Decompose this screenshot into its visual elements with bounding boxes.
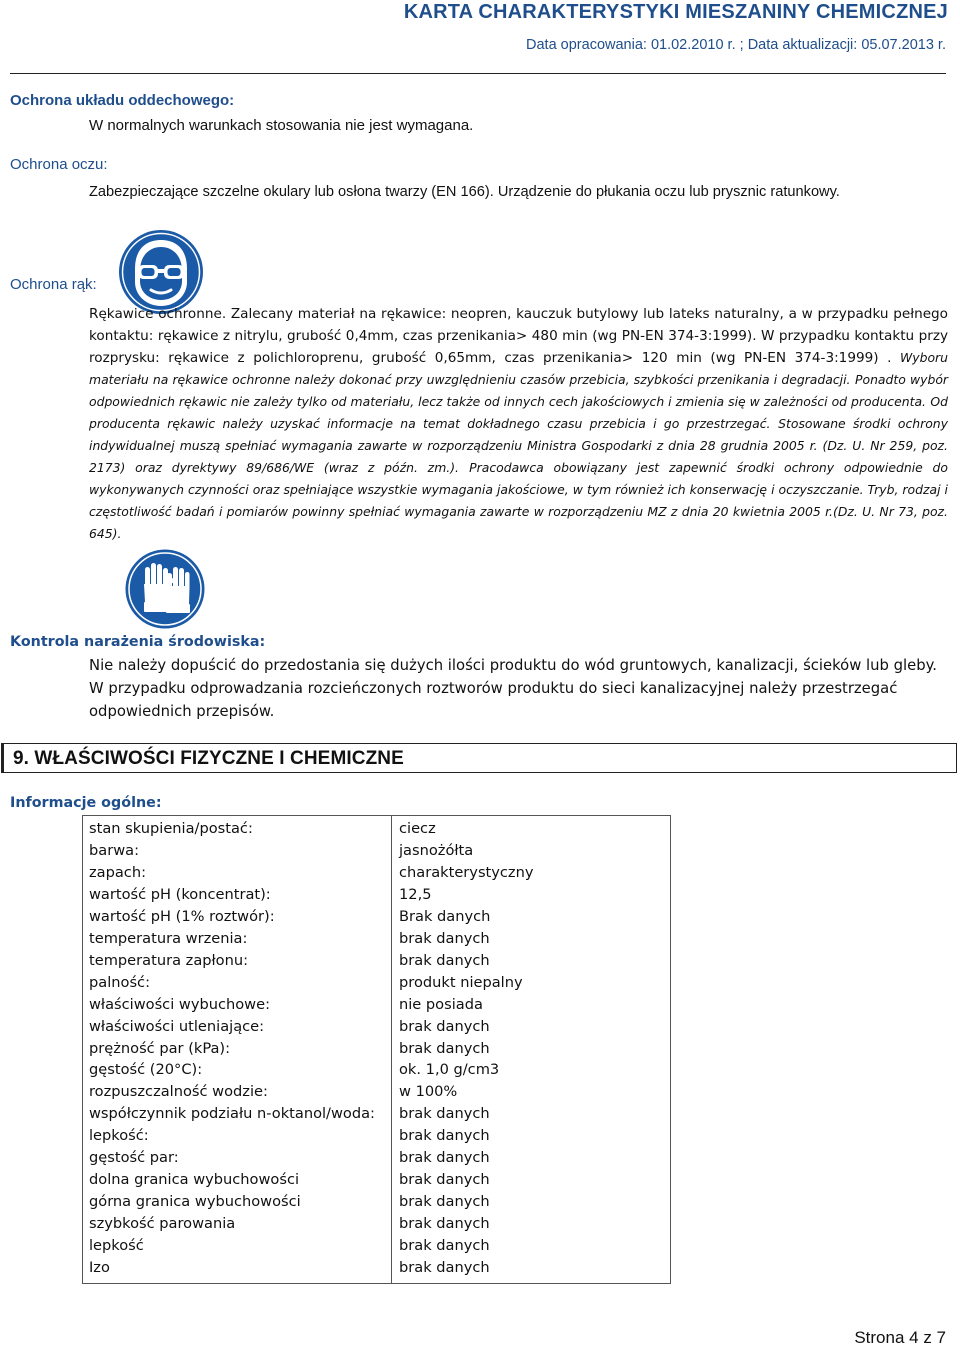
property-value: jasnożółta [399, 842, 474, 859]
property-value: brak danych [399, 930, 490, 947]
properties-table-divider [391, 815, 392, 1284]
property-label: gęstość (20°C): [89, 1061, 203, 1078]
property-value: brak danych [399, 952, 490, 969]
hands-text-requirements: Rękawice ochronne. Zalecany materiał na rękawice: neopren, kauczuk butylowy lub lateks naturalny, a w przypadku pełnego kontaktu: rękawice z nitrylu, grubość 0,4mm, czas przenikania> 480 min (wg PN-EN 374-3:1999). W przypadku kontaktu przy rozprysku: rękawice z polichloroprenu, grubość 0,65mm, czas przenikania> 120 min (wg PN-EN 374-3:1999) . [89, 306, 948, 366]
property-label: lepkość [89, 1237, 144, 1254]
section-9-banner [1, 743, 957, 773]
property-label: dolna granica wybuchowości [89, 1171, 300, 1188]
property-value: produkt niepalny [399, 974, 523, 991]
property-value: charakterystyczny [399, 864, 534, 881]
header-divider [10, 73, 946, 74]
property-value: brak danych [399, 1193, 490, 1210]
property-label: wartość pH (koncentrat): [89, 886, 271, 903]
property-value: ok. 1,0 g/cm3 [399, 1061, 500, 1078]
property-label: wartość pH (1% roztwór): [89, 908, 275, 925]
document-title: KARTA CHARAKTERYSTYKI MIESZANINY CHEMICZNEJ [403, 1, 948, 23]
hands-text-selection: Wyboru materiału na rękawice ochronne należy dokonać przy uwzględnieniu czasów przebicia, szybkości przenikania i degradacji. [89, 350, 948, 387]
property-label: współczynnik podziału n-oktanol/woda: [89, 1105, 375, 1122]
page-number: Strona 4 z 7 [854, 1328, 946, 1346]
eyes-heading: Ochrona oczu: [10, 156, 108, 173]
property-label: właściwości wybuchowe: [89, 996, 271, 1013]
gloves-mandatory-sign-icon [124, 548, 206, 635]
property-label: zapach: [89, 864, 146, 881]
respiratory-text: W normalnych warunkach stosowania nie jest wymagana. [89, 117, 474, 134]
environment-text: Nie należy dopuścić do przedostania się dużych ilości produktu do wód gruntowych, kanalizacji, ścieków lub gleby. W przypadku odprowadzania rozcieńczonych roztworów produktu do sieci kanalizacyjnej należy przestrzegać odpowiednich przepisów. [89, 657, 937, 720]
section-9-title: 9. WŁAŚCIWOŚCI FIZYCZNE I CHEMICZNE [13, 748, 404, 769]
property-value: brak danych [399, 1237, 490, 1254]
property-value: w 100% [399, 1083, 458, 1100]
property-label: temperatura wrzenia: [89, 930, 248, 947]
property-value: Brak danych [399, 908, 491, 925]
property-value: nie posiada [399, 996, 483, 1013]
eyes-text: Zabezpieczające szczelne okulary lub osłona twarzy (EN 166). Urządzenie do płukania oczu lub prysznic ratunkowy. [89, 184, 840, 200]
document-dates: Data opracowania: 01.02.2010 r. ; Data aktualizacji: 05.07.2013 r. [526, 37, 946, 53]
property-label: szybkość parowania [89, 1215, 236, 1232]
property-label: stan skupienia/postać: [89, 820, 253, 837]
hands-paragraph [89, 303, 948, 545]
property-label: gęstość par: [89, 1149, 179, 1166]
property-label: palność: [89, 974, 150, 991]
property-value: brak danych [399, 1259, 490, 1276]
property-value: brak danych [399, 1215, 490, 1232]
property-label: prężność par (kPa): [89, 1040, 231, 1057]
property-value: ciecz [399, 820, 436, 837]
property-label: Izo [89, 1259, 110, 1276]
property-label: rozpuszczalność wodzie: [89, 1083, 268, 1100]
hands-text-regulation: Stosowane środki ochrony indywidualnej muszą spełniać wymagania zawarte w rozporządzeniu Ministra Gospodarki z dnia 28 grudnia 2005 r. (Dz. U. Nr 259, poz. 2173) oraz dyrektywy 89/686/WE (wraz z późn. zm.). [89, 416, 948, 475]
environment-heading: Kontrola narażenia środowiska: [10, 634, 266, 650]
property-value: brak danych [399, 1171, 490, 1188]
hands-text-manufacturer: Od producenta rękawic należy uzyskać informacje na temat dokładnego czasu przebicia i go przestrzegać. [89, 394, 948, 431]
property-value: 12,5 [399, 886, 432, 903]
property-label: temperatura zapłonu: [89, 952, 249, 969]
hands-text-quality: Ponadto wybór odpowiednich rękawic nie zależy tylko od materiału, lecz także od innych cech jakościowych i zmienia się w zależności od producenta. [89, 372, 948, 409]
property-label: właściwości utleniające: [89, 1018, 265, 1035]
property-value: brak danych [399, 1127, 490, 1144]
property-value: brak danych [399, 1105, 490, 1122]
property-value: brak danych [399, 1040, 490, 1057]
property-label: lepkość: [89, 1127, 149, 1144]
hands-text-employer: Pracodawca obowiązany jest zapewnić środki ochrony odpowiednie do wykonywanych czynności oraz spełniające wszystkie wymagania jakościowe, w tym również ich konserwację i oczyszczanie. Tryb, rodzaj i częstotliwość badań i pomiarów powinny spełniać wymagania zawarte w rozporządzeniu MZ z dnia 20 kwietnia 2005 r.(Dz. U. Nr 73, poz. 645). [89, 460, 948, 541]
general-info-heading: Informacje ogólne: [10, 795, 162, 811]
property-value: brak danych [399, 1149, 490, 1166]
respiratory-heading: Ochrona układu oddechowego: [10, 92, 235, 109]
property-value: brak danych [399, 1018, 490, 1035]
property-label: górna granica wybuchowości [89, 1193, 301, 1210]
hands-heading: Ochrona rąk: [10, 276, 97, 293]
property-label: barwa: [89, 842, 140, 859]
